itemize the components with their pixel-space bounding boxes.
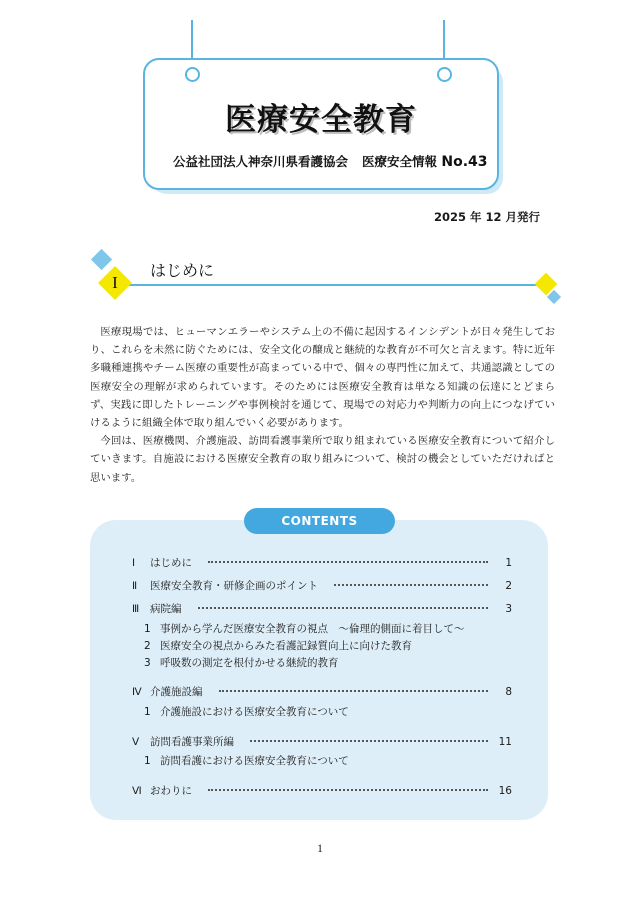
toc-entry <box>132 783 512 798</box>
ring-left <box>185 67 200 82</box>
issue-date: 2025 年 12 月発行 <box>433 210 540 224</box>
toc-entry <box>132 601 512 616</box>
toc-page: 1 <box>505 557 512 569</box>
toc-sub-label: 訪問看護における医療安全教育について <box>160 755 349 767</box>
toc-numeral: Ⅱ <box>132 581 138 592</box>
toc-numeral: Ⅵ <box>132 786 142 797</box>
toc-leader <box>208 788 488 791</box>
toc-label: 介護施設編 <box>150 686 203 698</box>
intro-text <box>90 323 555 487</box>
toc-numeral: Ⅳ <box>132 687 142 698</box>
diamond-decoration-blue <box>91 249 112 270</box>
publisher-line <box>173 152 487 170</box>
toc-sub-number: 3 <box>144 657 151 669</box>
toc-page: 16 <box>498 785 512 797</box>
toc-subitem <box>144 621 465 636</box>
toc-leader <box>250 739 488 742</box>
toc-sub-label: 事例から学んだ医療安全教育の視点 ～倫理的側面に着目して～ <box>160 623 465 635</box>
toc-numeral: Ⅰ <box>132 558 136 569</box>
organization-name: 公益社団法人神奈川県看護協会 <box>173 154 349 169</box>
toc-sub-label: 呼吸数の測定を根付かせる継続的教育 <box>160 657 339 669</box>
toc-entry <box>132 734 512 749</box>
toc-numeral: Ⅴ <box>132 737 140 748</box>
toc-subitem <box>144 753 349 768</box>
toc-label: 病院編 <box>150 603 182 615</box>
page-title: 医療安全教育 <box>225 102 417 138</box>
toc-leader <box>208 560 488 563</box>
toc-page: 3 <box>505 603 512 615</box>
toc-sub-number: 1 <box>144 755 151 767</box>
toc-label: はじめに <box>150 557 192 569</box>
toc-label: おわりに <box>150 785 192 797</box>
toc-sub-number: 1 <box>144 706 151 718</box>
toc-entry <box>132 555 512 570</box>
toc-page: 2 <box>505 580 512 592</box>
toc-label: 訪問看護事業所編 <box>150 736 234 748</box>
intro-paragraph: 医療現場では、ヒューマンエラーやシステム上の不備に起因するインシデントが日々発生しており、これらを未然に防ぐためには、安全文化の醸成と継続的な教育が不可欠と言えます。特に近年多職種連携やチーム医療の重要性が高まっている中で、個々の専門性に加えて、共通認識としての医療安全の理解が求められています。そのためには医療安全教育は単なる知識の伝達にとどまらず、実践に即したトレーニングや事例検討を通じて、現場での対応力や判断力の向上につなげていけるように組織全体で取り組んでいく必要があります。 <box>90 326 555 430</box>
section-numeral: I <box>112 273 118 292</box>
toc-sub-number: 2 <box>144 640 151 652</box>
toc-leader <box>219 689 489 692</box>
series-name: 医療安全情報 <box>362 154 438 169</box>
toc-entry <box>132 578 512 593</box>
toc-label: 医療安全教育・研修企画のポイント <box>150 580 318 592</box>
toc-sub-number: 1 <box>144 623 151 635</box>
issue-number: No.43 <box>441 154 488 170</box>
section-rule <box>120 284 540 286</box>
toc-page: 11 <box>498 736 512 748</box>
intro-paragraph: 今回は、医療機関、介護施設、訪問看護事業所で取り組まれている医療安全教育について紹介していきます。自施設における医療安全教育の取り組みについて、検討の機会としていただければと思います。 <box>90 435 555 484</box>
toc-leader <box>334 583 488 586</box>
toc-subitem <box>144 638 412 653</box>
toc-sub-label: 介護施設における医療安全教育について <box>160 706 349 718</box>
toc-numeral: Ⅲ <box>132 604 140 615</box>
page-number: 1 <box>317 841 323 855</box>
section-title: はじめに <box>150 261 215 280</box>
ring-right <box>437 67 452 82</box>
contents-heading: CONTENTS <box>244 508 395 534</box>
toc-subitem <box>144 704 349 719</box>
toc-sub-label: 医療安全の視点からみた看護記録質向上に向けた教育 <box>160 640 412 652</box>
toc-entry <box>132 684 512 699</box>
toc-leader <box>198 606 489 609</box>
toc-subitem <box>144 655 339 670</box>
toc-page: 8 <box>505 686 512 698</box>
